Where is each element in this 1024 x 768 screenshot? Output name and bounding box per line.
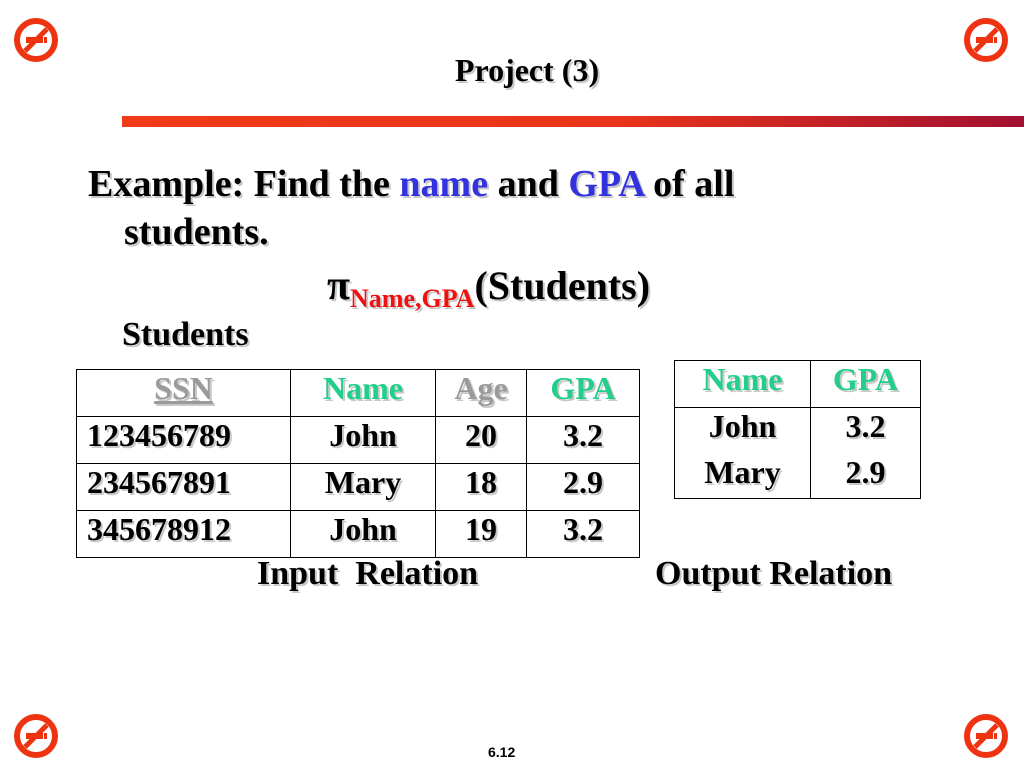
cell-gpa: 3.2 <box>527 417 640 464</box>
table-row <box>675 408 921 455</box>
slide-title: Project (3) <box>454 52 600 88</box>
column-header-gpa: GPA <box>527 370 640 417</box>
title-divider <box>122 116 1024 127</box>
keyword-name: name <box>399 163 489 205</box>
output-relation-table <box>674 360 921 499</box>
output-relation-caption: Output Relation <box>655 555 893 592</box>
cell-ssn: 345678912 <box>77 511 291 558</box>
example-middle: and <box>488 163 569 205</box>
table-header-row <box>77 370 640 417</box>
example-prefix: Example: Find the <box>88 163 400 205</box>
no-smoking-icon <box>963 713 1009 759</box>
table-row <box>675 454 921 499</box>
cell-ssn: 123456789 <box>77 417 291 464</box>
example-line-1 <box>88 160 888 208</box>
cell-ssn: 234567891 <box>77 464 291 511</box>
column-header-ssn: SSN <box>77 370 291 417</box>
column-header-gpa: GPA <box>811 361 921 408</box>
cell-age: 18 <box>436 464 527 511</box>
cell-gpa: 3.2 <box>527 511 640 558</box>
cell-age: 19 <box>436 511 527 558</box>
formula-argument: (Students) <box>474 263 651 308</box>
pi-symbol: π <box>327 263 351 309</box>
cell-gpa: 2.9 <box>811 454 921 499</box>
cell-name: Mary <box>291 464 436 511</box>
projection-formula <box>327 262 651 313</box>
table-row <box>77 464 640 511</box>
column-header-name: Name <box>675 361 811 408</box>
input-relation-caption: Input Relation <box>257 555 479 592</box>
cell-name: Mary <box>675 454 811 499</box>
table-row <box>77 417 640 464</box>
example-text <box>88 160 888 256</box>
cell-age: 20 <box>436 417 527 464</box>
example-suffix: of all <box>643 163 735 205</box>
cell-name: John <box>291 417 436 464</box>
column-header-age: Age <box>436 370 527 417</box>
no-smoking-icon <box>13 713 59 759</box>
cell-gpa: 3.2 <box>811 408 921 455</box>
keyword-gpa: GPA <box>568 163 644 205</box>
table-row <box>77 511 640 558</box>
formula-subscript: Name,GPA <box>350 284 475 313</box>
column-header-name: Name <box>291 370 436 417</box>
cell-name: John <box>291 511 436 558</box>
relation-name: Students <box>122 316 249 353</box>
example-line-2: students. <box>124 211 269 253</box>
cell-name: John <box>675 408 811 455</box>
input-relation-table <box>76 369 640 558</box>
table-header-row <box>675 361 921 408</box>
cell-gpa: 2.9 <box>527 464 640 511</box>
page-number: 6.12 <box>488 744 516 760</box>
